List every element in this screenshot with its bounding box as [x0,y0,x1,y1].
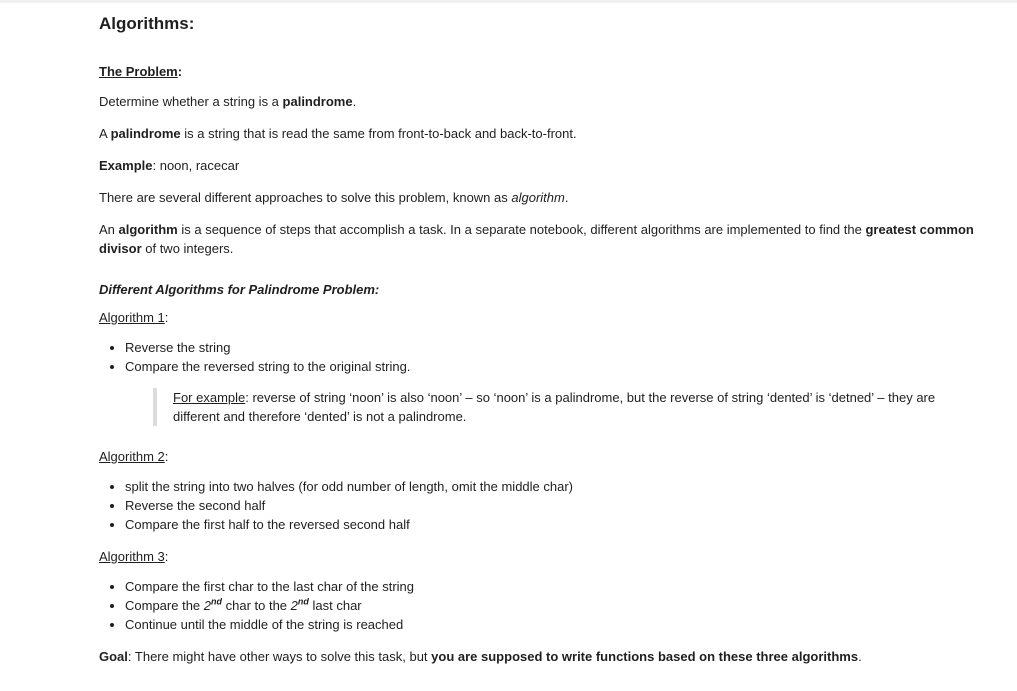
different-algorithms-heading: Different Algorithms for Palindrome Problem: [99,282,380,297]
list-item: • Compare the first char to the last char of the string [125,577,999,596]
list-item: • Compare the first half to the reversed second half [125,515,999,534]
list-item: • Continue until the middle of the string is reached [125,615,999,634]
approaches-line: There are several different approaches to solve this problem, known as algorithm. [99,190,569,205]
palindrome-definition: A palindrome is a string that is read the same from front-to-back and back-to-front. [99,126,577,141]
algorithm-definition: An algorithm is a sequence of steps that accomplish a task. In a separate notebook, different algorithms are implemented to find the greatest common divisor of two integers. [99,222,974,256]
problem-heading: The Problem: [99,64,183,79]
algorithm-2-heading: Algorithm 2: [99,449,169,464]
list-item: • Compare the 2nd char to the 2nd last char [125,596,999,615]
algorithm-2-steps [99,477,999,534]
example-blockquote: For example: reverse of string ‘noon’ is also ‘noon’ – so ‘noon’ is a palindrome, but the reverse of string ‘dented’ is ‘detned’ – they are different and therefore ‘dented’ is not a palindrome. [153,388,973,426]
algorithm-3-heading: Algorithm 3: [99,549,169,564]
problem-statement: Determine whether a string is a palindrome. [99,94,357,109]
list-item: • split the string into two halves (for odd number of length, omit the middle char) [125,477,999,496]
page-title: Algorithms: [99,14,195,33]
list-item: • Reverse the string [125,338,999,357]
algorithm-1-steps [99,338,999,376]
notebook-markdown-cell [99,12,999,679]
algorithm-1-heading: Algorithm 1: [99,310,169,325]
algorithm-3-steps [99,577,999,634]
list-item: • Compare the reversed string to the original string. [125,357,999,376]
top-border [0,0,1017,3]
example-line: Example: noon, racecar [99,158,240,173]
list-item: • Reverse the second half [125,496,999,515]
goal-line: Goal: There might have other ways to solve this task, but you are supposed to write functions based on these three algorithms. [99,649,862,664]
